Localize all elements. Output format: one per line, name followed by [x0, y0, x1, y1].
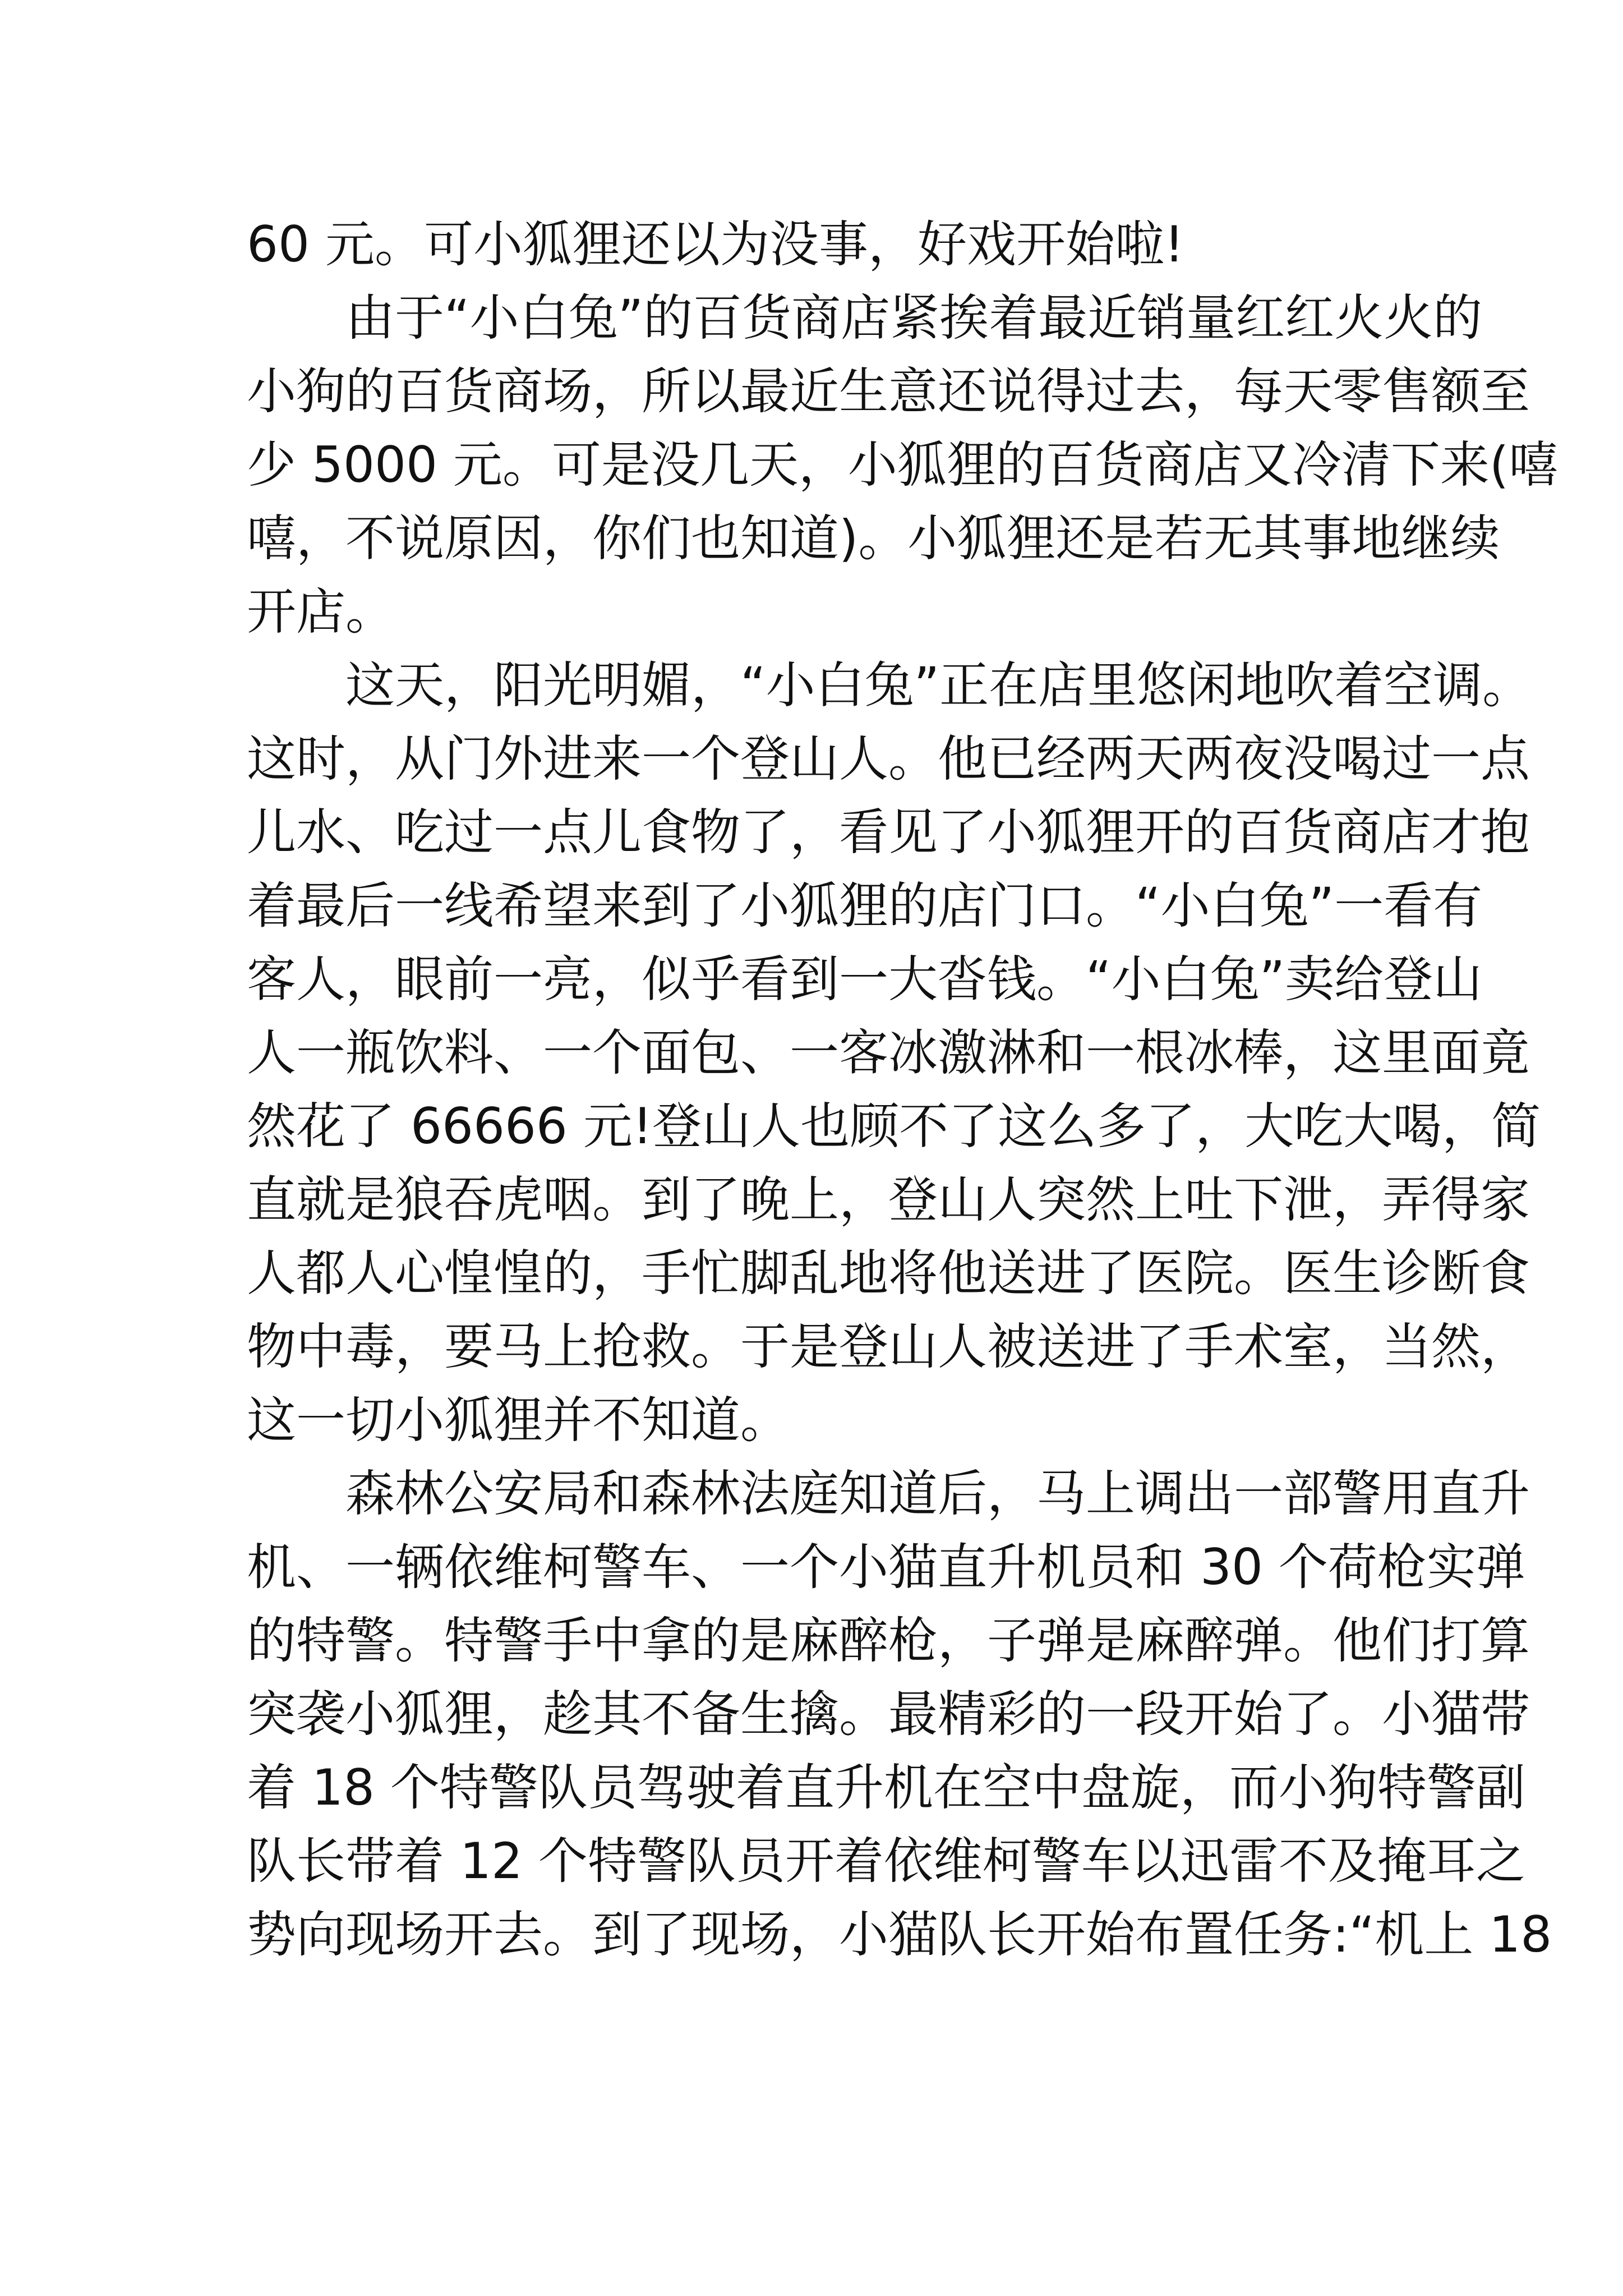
text-line: 队长带着 12 个特警队员开着依维柯警车以迅雷不及掩耳之: [247, 1832, 1525, 1890]
text-line: 少 5000 元。可是没几天，小狐狸的百货商店又冷清下来(嘻: [247, 436, 1559, 494]
text-line: 儿水、吃过一点儿食物了，看见了小狐狸开的百货商店才抱: [247, 803, 1530, 861]
text-line: 势向现场开去。到了现场，小猫队长开始布置任务:“机上 18: [247, 1906, 1552, 1963]
text-line: 这一切小狐狸并不知道。: [247, 1391, 790, 1449]
text-line: 突袭小狐狸，趁其不备生擒。最精彩的一段开始了。小猫带: [247, 1685, 1530, 1743]
paragraph-first-line: 森林公安局和森林法庭知道后，马上调出一部警用直升: [345, 1465, 1530, 1522]
text-line: 机、一辆依维柯警车、一个小猫直升机员和 30 个荷枪实弹: [247, 1538, 1525, 1596]
text-line: 小狗的百货商场，所以最近生意还说得过去，每天零售额至: [247, 362, 1530, 420]
text-line: 60 元。可小狐狸还以为没事，好戏开始啦!: [247, 215, 1184, 273]
text-line: 客人，眼前一亮，似乎看到一大沓钱。“小白兔”卖给登山: [247, 950, 1483, 1008]
paragraph-first-line: 由于“小白兔”的百货商店紧挨着最近销量红红火火的: [345, 289, 1483, 347]
text-line: 直就是狼吞虎咽。到了晚上，登山人突然上吐下泄，弄得家: [247, 1171, 1530, 1228]
text-line: 着最后一线希望来到了小狐狸的店门口。“小白兔”一看有: [247, 877, 1483, 935]
text-line: 嘻，不说原因，你们也知道)。小狐狸还是若无其事地继续: [247, 509, 1500, 567]
text-line: 的特警。特警手中拿的是麻醉枪，子弹是麻醉弹。他们打算: [247, 1612, 1530, 1669]
paragraph-first-line: 这天，阳光明媚，“小白兔”正在店里悠闲地吹着空调。: [345, 656, 1532, 714]
text-line: 开店。: [247, 583, 395, 641]
text-line: 这时，从门外进来一个登山人。他已经两天两夜没喝过一点: [247, 730, 1530, 788]
text-line: 人都人心惶惶的，手忙脚乱地将他送进了医院。医生诊断食: [247, 1244, 1530, 1302]
text-line: 然花了 66666 元!登山人也顾不了这么多了，大吃大喝，简: [247, 1097, 1541, 1155]
text-line: 物中毒，要马上抢救。于是登山人被送进了手术室，当然，: [247, 1318, 1530, 1375]
text-line: 着 18 个特警队员驾驶着直升机在空中盘旋，而小狗特警副: [247, 1759, 1525, 1816]
text-line: 人一瓶饮料、一个面包、一客冰激淋和一根冰棒，这里面竟: [247, 1024, 1530, 1082]
